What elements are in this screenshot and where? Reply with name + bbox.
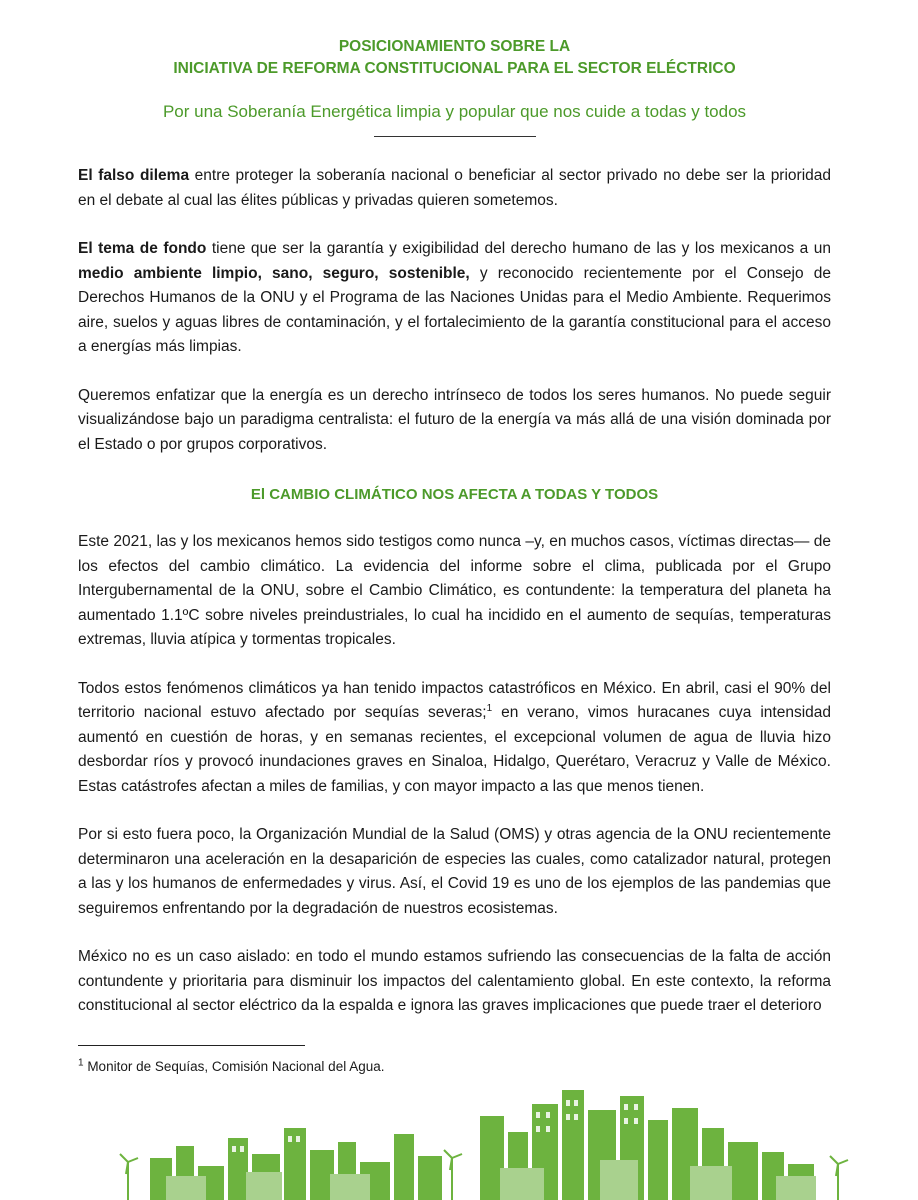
footnote-reference[interactable]: 1 [486,702,493,714]
paragraph-bold-phrase: medio ambiente limpio, sano, seguro, sostenible, [78,264,470,282]
green-city-skyline-illustration [0,1080,918,1200]
paragraph-bold-lead: El tema de fondo [78,240,207,257]
paragraph-impactos-mexico [78,677,831,800]
paragraph-text: entre proteger la soberanía nacional o beneficiar al sector privado no debe ser la prioridad en el debate al cual las élites públicas y privadas quieren sometemos. [78,167,832,209]
paragraph-text: Todos estos fenómenos climáticos ya han tenido impactos catastróficos en México. En abril, casi el 90% del territorio nacional estuvo afectado por sequías severas; [78,679,831,721]
paragraph-bold-lead: El falso dilema [78,167,190,184]
section-heading-cambio-climatico: El CAMBIO CLIMÁTICO NOS AFECTA A TODAS Y TODOS [250,486,659,503]
document-subtitle: Por una Soberanía Energética limpia y popular que nos cuide a todas y todos [162,102,747,121]
paragraph-text: y reconocido recientemente por el Consejo de Derechos Humanos de la ONU y el Programa de las Naciones Unidas para el Medio Ambiente. Requerimos aire, suelos y aguas libres de contaminación, y el fortalecimiento de la garantía constitucional para el acceso a energías más limpias. [78,264,831,355]
paragraph-mexico-no-aislado: México no es un caso aislado: en todo el mundo estamos sufriendo las consecuencias de la falta de acción contundente y prioritaria para disminuir los impactos del calentamiento global. En este contexto, la reforma constitucional al sector eléctrico da la espalda e ignora las graves implicaciones que puede traer el deterioro [78,948,831,1014]
footnote-number: 1 [78,1057,84,1069]
paragraph-tema-de-fondo [78,237,831,360]
paragraph-oms-especies: Por si esto fuera poco, la Organización Mundial de la Salud (OMS) y otras agencia de la ONU recientemente determinaron una aceleración en la desaparición de especies las cuales, como catalizador natural, protegen a las y los humanos de enfermedades y virus. Así, el Covid 19 es uno de los ejemplos de las pandemias que seguiremos enfrentando por la degradación de nuestros ecosistemas. [78,826,831,917]
footnote-separator [78,1045,305,1046]
paragraph-text: en verano, vimos huracanes cuya intensidad aumentó en cuestión de horas, y en semanas recientes, el excepcional volumen de agua de lluvia hizo desbordar ríos y provocó inundaciones graves en Sinaloa, Hidalgo, Querétaro, Veracruz y Valle de México. Estas catástrofes afectan a miles de familias, y con mayor impacto a las que menos tienen. [78,704,831,795]
document-title-line-2: INICIATIVA DE REFORMA CONSTITUCIONAL PARA EL SECTOR ELÉCTRICO [173,60,736,77]
paragraph-text: tiene que ser la garantía y exigibilidad del derecho humano de las y los mexicanos a un [206,240,831,257]
paragraph-falso-dilema [78,164,831,213]
paragraph-energia-derecho: Queremos enfatizar que la energía es un derecho intrínseco de todos los seres humanos. No puede seguir visualizándose bajo un paradigma centralista: el futuro de la energía va más allá de una visión dominada por el Estado o por grupos corporativos. [78,386,831,453]
document-title-line-1: POSICIONAMIENTO SOBRE LA [338,38,571,55]
footnote [78,1058,385,1076]
footnote-text: Monitor de Sequías, Comisión Nacional del Agua. [83,1059,385,1074]
title-underline [78,126,831,140]
paragraph-cambio-climatico: Este 2021, las y los mexicanos hemos sido testigos como nunca –y, en muchos casos, víctimas directas— de los efectos del cambio climático. La evidencia del informe sobre el clima, publicada por el Grupo Intergubernamental de la ONU, sobre el Cambio Climático, es contundente: la temperatura del planeta ha aumentado 1.1ºC sobre niveles preindustriales, lo cual ha incidido en el aumento de sequías, temperaturas extremas, lluvia atípica y tormentas tropicales. [78,533,831,648]
document-content [78,36,831,1019]
